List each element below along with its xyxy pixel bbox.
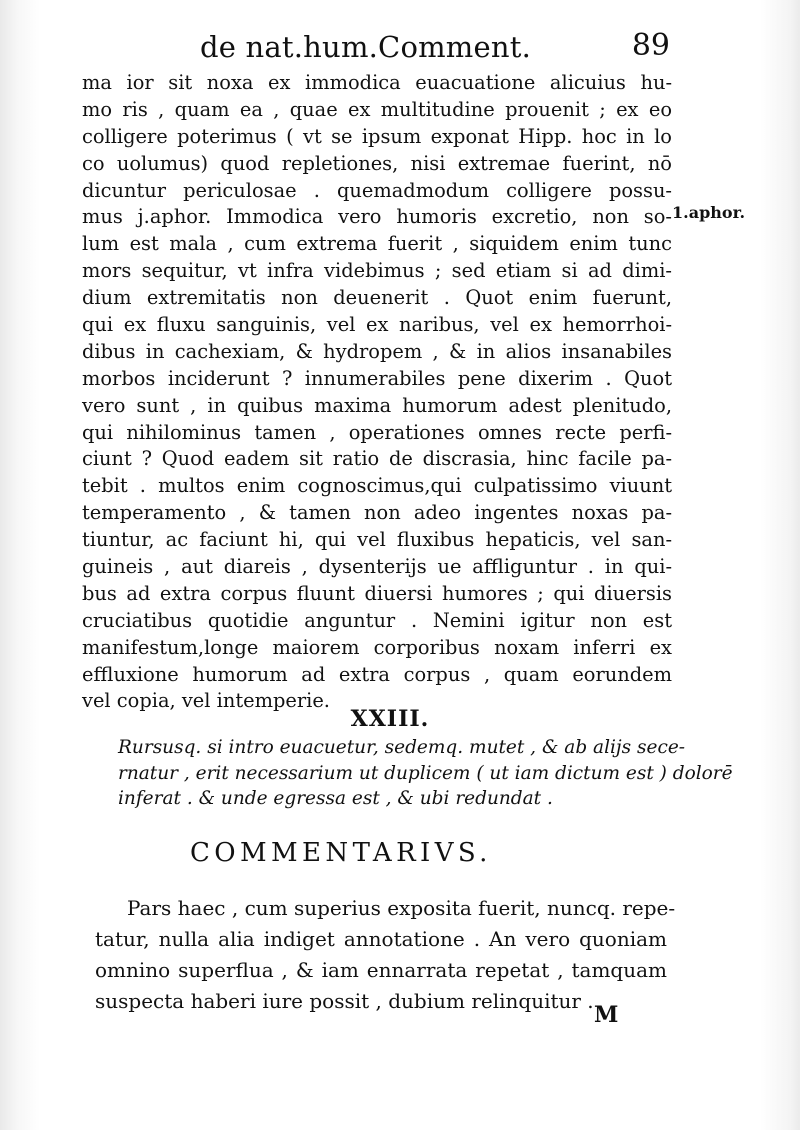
text-line: tebit . multos enim cognoscimus,qui culpatissimo viuunt: [82, 474, 672, 498]
page-header: [200, 30, 670, 66]
lemma-line: Rursusq. si intro euacuetur, sedemq. mutet , & ab alijs sece-: [118, 737, 686, 758]
text-line: Pars haec , cum superius exposita fuerit, nuncq. repe-: [127, 896, 676, 920]
text-line: dibus in cachexiam, & hydropem , & in alios insanabiles: [82, 339, 672, 363]
text-line: co uolumus) quod repletiones, nisi extremae fuerint, nō: [82, 151, 672, 175]
lemma-line: rnatur , erit necessarium ut duplicem ( ut iam dictum est ) dolorē: [118, 762, 733, 784]
text-line: manifestum,longe maiorem corporibus noxam inferri ex: [82, 635, 672, 659]
text-line: mus j.aphor. Immodica vero humoris excretio, non so-: [82, 205, 672, 229]
text-line: colligere poterimus ( vt se ipsum exponat Hipp. hoc in lo: [82, 124, 672, 148]
text-line: mors sequitur, vt infra videbimus ; sed etiam si ad dimi-: [82, 259, 672, 283]
margin-note: 1.aphor.: [672, 203, 746, 222]
text-line: omnino superflua , & iam ennarrata repetat , tamquam: [95, 958, 667, 982]
text-line: cruciatibus quotidie anguntur . Nemini igitur non est: [82, 608, 672, 632]
text-line: tatur, nulla alia indiget annotatione . An vero quoniam: [95, 927, 667, 951]
text-line: tiuntur, ac faciunt hi, qui vel fluxibus hepaticis, vel san-: [82, 528, 672, 552]
text-line: qui ex fluxu sanguinis, vel ex naribus, vel ex hemorrhoi-: [82, 313, 672, 337]
text-line: ciunt ? Quod eadem sit ratio de discrasia, hinc facile pa-: [82, 447, 672, 471]
text-line: guineis , aut diareis , dysenterijs ue affliguntur . in qui-: [82, 555, 672, 579]
text-line: mo ris , quam ea , quae ex multitudine prouenit ; ex eo: [82, 97, 672, 121]
text-line: temperamento , & tamen non adeo ingentes noxas pa-: [82, 501, 672, 525]
text-line: dium extremitatis non deuenerit . Quot enim fuerunt,: [82, 286, 672, 310]
signature-mark: M: [594, 1002, 619, 1028]
running-head: de nat.hum.Comment.: [200, 30, 532, 64]
text-line: ma ior sit noxa ex immodica euacuatione alicuius hu-: [82, 71, 672, 94]
text-line: effluxione humorum ad extra corpus , quam eorundem: [82, 662, 672, 686]
page-number: 89: [631, 28, 670, 63]
commentary-heading: COMMENTARIVS.: [190, 838, 492, 868]
commentary-text-block: [95, 893, 676, 1017]
main-text-block: [82, 70, 672, 715]
text-line: morbos inciderunt ? innumerabiles pene dixerim . Quot: [82, 366, 672, 390]
text-line: lum est mala , cum extrema fuerit , siquidem enim tunc: [82, 232, 672, 256]
lemma-line: inferat . & unde egressa est , & ubi redundat .: [118, 788, 553, 809]
text-line: qui nihilominus tamen , operationes omnes recte perfi-: [82, 420, 672, 444]
lemma-text-block: [118, 735, 733, 812]
section-number: XXIII.: [350, 706, 430, 732]
text-line: suspecta haberi iure possit , dubium relinquitur .: [95, 989, 594, 1013]
text-line: bus ad extra corpus fluunt diuersi humores ; qui diuersis: [82, 581, 672, 605]
text-line: dicuntur periculosae . quemadmodum colligere possu-: [82, 178, 672, 202]
text-line: vero sunt , in quibus maxima humorum adest plenitudo,: [82, 393, 672, 417]
text-line: vel copia, vel intemperie.: [82, 689, 330, 713]
